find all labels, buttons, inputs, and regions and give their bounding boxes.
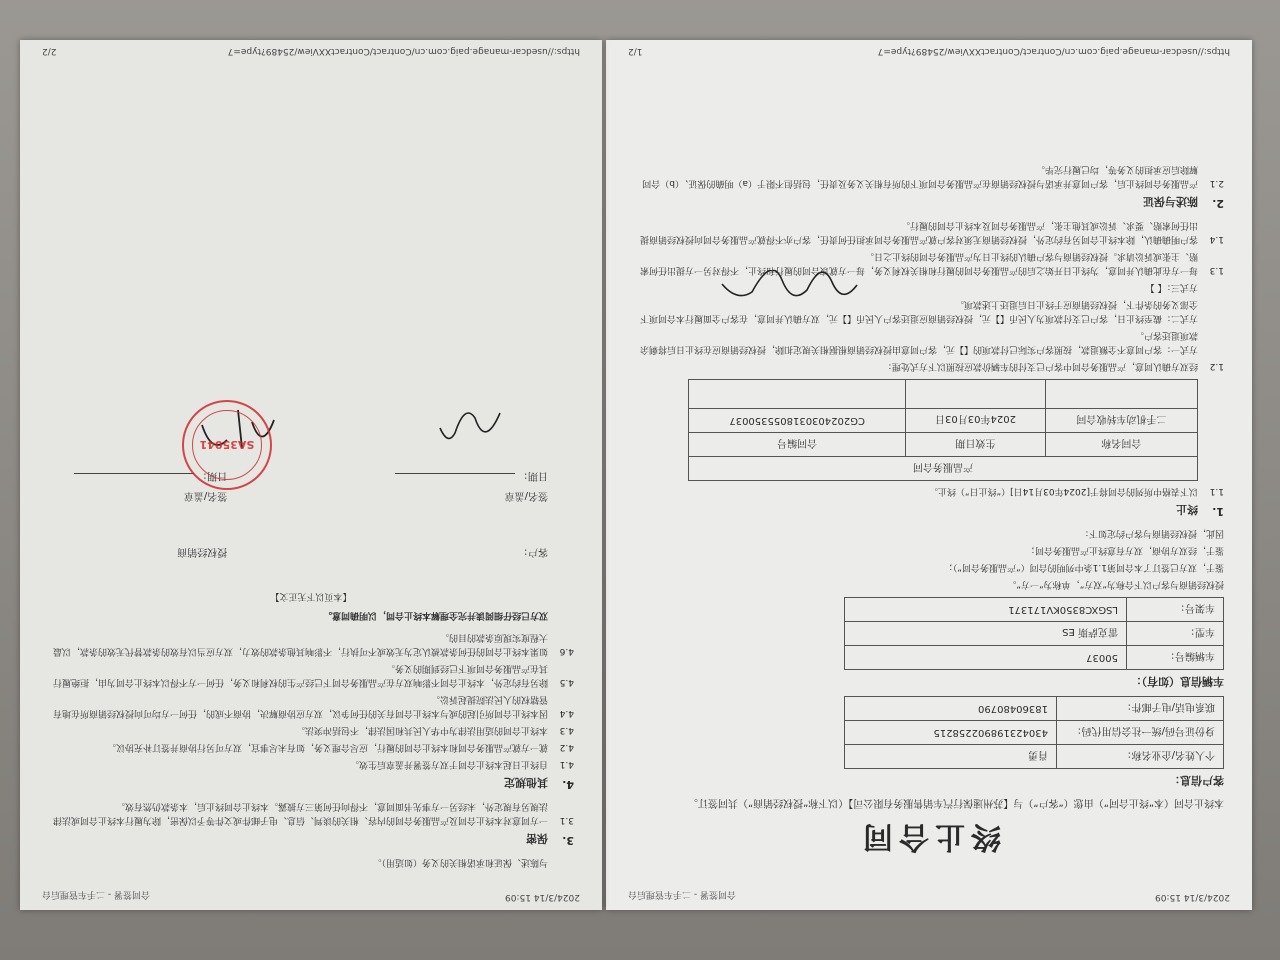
sign-label: 签名/盖章 bbox=[504, 490, 548, 501]
footer-url: https://usedcar-manage.paig.com.cn/Contract/ContractXXView/25489?type=7 bbox=[877, 46, 1230, 56]
footer-url: https://usedcar-manage.paig.com.cn/Contract/ContractXXView/25489?type=7 bbox=[227, 46, 580, 56]
signature-area bbox=[48, 465, 574, 561]
end-note: 【本页以下无正文】 bbox=[270, 591, 352, 601]
contract-table bbox=[688, 379, 1198, 481]
section-heading: 1. 终止 bbox=[1176, 503, 1224, 518]
page-number: 2/2 bbox=[42, 46, 57, 56]
customer-signature-block bbox=[395, 465, 548, 561]
handwritten-signature bbox=[712, 270, 862, 310]
table-cell: 车辆编号： bbox=[1127, 646, 1224, 670]
clause-4-3: 4.3 本终止合同的适用法律为中华人民共和国法律，不包括冲突法。 bbox=[295, 725, 574, 735]
table-cell: 联系电话/电子邮件： bbox=[1057, 697, 1224, 721]
clause-3-1: 3.1 一方同意对本终止合同及产品服务合同的内容、相关的谈判、信息、电子邮件或文件等予以保密，除为履行本终止合同或法律法规另有规定外，未经另一方事先书面同意，不得向任何第三方披露。本终止合同终止后，本条款仍然有效。 bbox=[52, 801, 574, 825]
table-row bbox=[845, 646, 1224, 670]
section-heading: 3. 保密 bbox=[526, 832, 574, 847]
closing-statement: 双方已经仔细阅读并完全理解本终止合同，以明确同意。 bbox=[322, 610, 548, 620]
header-date: 2024/3/14 15:09 bbox=[505, 892, 580, 902]
clause-1-4: 1.4 客户明确确认，除本终止合同另有约定外，授权经销商无须对客户就产品服务合同承担任何责任，客户亦不得就产品服务合同向授权经销商提出任何索赔、要求、诉讼或其他主张，产品服务合同及本终止合同的履行。 bbox=[639, 220, 1224, 244]
clause-4-5: 4.5 除另有约定外，本终止合同不影响双方在产品服务合同下已经产生的权利和义务，任何一方不得以本终止合同为由，拒绝履行其在产品服务合同项下已经到期的义务。 bbox=[52, 663, 574, 687]
lead-text: 与陈述、保证和承诺相关的义务（如适用）。 bbox=[372, 857, 548, 867]
table-cell: LSGXC8350KV171371 bbox=[845, 598, 1127, 622]
clause-1-2-mode-1: 方式一：客户同意不全额退款，按照客户实际已付款项的【】元，客户同意由授权经销商根据相关规定扣除，授权经销商应在终止日后将剩余款项退还客户。 bbox=[639, 330, 1198, 354]
table-cell: 车架号： bbox=[1127, 598, 1224, 622]
table-cell: 18360480790 bbox=[845, 697, 1057, 721]
vehicle-table bbox=[844, 597, 1224, 670]
table-cell: 身份证号码/统一社会信用代码： bbox=[1057, 721, 1224, 745]
table-cell: 肖勇 bbox=[845, 745, 1057, 769]
clause: 鉴于，双方已签订了本合同第1.1条中列明的合同（“产品服务合同”）； bbox=[943, 562, 1224, 572]
header-title: 合同签署 - 二手车管理后台 bbox=[42, 889, 150, 899]
table-cell: 车型： bbox=[1127, 622, 1224, 646]
clause-1-2: 1.2 经双方确认同意，产品服务合同中客户已支付的车辆价款应按照以下方式处理： bbox=[882, 361, 1224, 371]
clause-1-2-mode-3: 方式三：【 】 bbox=[1145, 282, 1198, 292]
clause-1-2-mode-2: 方式二：截至终止日，客户已支付款项为人民币【】元，授权经销商应退还客户人民币【】元，双方确认并同意，在客户全面履行本合同项下全部义务的条件下，授权经销商应于终止日后退还上述款项。 bbox=[639, 299, 1198, 323]
page-header bbox=[42, 889, 580, 902]
customer-table bbox=[844, 696, 1224, 769]
contract-page-1 bbox=[606, 40, 1252, 910]
clause-4-4: 4.4 因本终止合同所引起的或与本终止合同有关的任何争议，双方应协商解决，协商不成的，任何一方均可向授权经销商所在地有管辖权的人民法院提起诉讼。 bbox=[52, 694, 574, 718]
vehicle-section-title: 车辆信息（如有）： bbox=[1130, 675, 1224, 688]
table-row bbox=[845, 745, 1224, 769]
page-header bbox=[628, 889, 1230, 902]
seal-text: SA35041 bbox=[199, 438, 255, 452]
table-row bbox=[845, 721, 1224, 745]
header-date: 2024/3/14 15:09 bbox=[1155, 892, 1230, 902]
company-seal-icon bbox=[182, 400, 272, 490]
sign-label: 签名/盖章 bbox=[183, 490, 228, 501]
clause-1-3: 1.3 每一方在此确认并同意，为终止日开始之后的产品服务合同的履行和相关权利义务，每一方就该合同的履行和终止，不得对另一方提出任何索赔、主张或诉讼请求。授权经销商与客户确认的终止日为产品服务合同的终止之日。 bbox=[639, 251, 1224, 275]
clause: 因此，授权经销商与客户约定如下： bbox=[1079, 528, 1224, 538]
clause-1-1: 1.1 以下表格中所列的合同将于[2024年03月14日]（“终止日”）终止。 bbox=[928, 486, 1224, 496]
clause-4-1: 4.1 自终止日起本终止合同于双方签署并盖章后生效。 bbox=[349, 759, 574, 769]
clause: 授权经销商与客户以下合称为“双方”，单称为“一方”。 bbox=[1007, 579, 1224, 589]
column-header: 生效日期 bbox=[906, 433, 1045, 457]
clause-4-2: 4.2 就一方就产品服务合同和本终止合同的履行，应尽合理义务，如有未尽事宜，双方可另行协商并签订补充协议。 bbox=[106, 742, 574, 752]
page-footer bbox=[628, 46, 1230, 56]
section-heading: 4. 其他规定 bbox=[504, 776, 574, 791]
customer-signature-scribble bbox=[430, 398, 510, 458]
date-label: 日期： bbox=[197, 470, 228, 481]
table-header-row bbox=[689, 433, 1198, 457]
contract-page-2 bbox=[20, 40, 602, 910]
table-cell: 2024年03月03日 bbox=[906, 409, 1045, 433]
clause-4-6: 4.6 如果本终止合同的任何条款被认定为无效或不可执行，不影响其他条款的效力，双方应当以有效的条款替代无效的条款，以最大程度实现原条款的目的。 bbox=[52, 632, 574, 656]
table-cell: 雷克萨斯 ES bbox=[845, 622, 1127, 646]
section-heading: 2. 陈述与保证 bbox=[1143, 195, 1224, 210]
column-header: 合同编号 bbox=[689, 433, 906, 457]
document-title: 终止合同 bbox=[857, 819, 1001, 854]
date-label: 日期： bbox=[518, 470, 548, 481]
party-label: 授权经销商 bbox=[177, 546, 228, 557]
customer-section-title: 客户信息： bbox=[1169, 774, 1224, 787]
table-row bbox=[689, 409, 1198, 433]
table-cell: 50037 bbox=[845, 646, 1127, 670]
table-cell: 个人姓名/企业名称： bbox=[1057, 745, 1224, 769]
table-row bbox=[845, 697, 1224, 721]
clause-2-1: 2.1 产品服务合同终止后，客户同意并承诺与授权经销商在产品服务合同项下的所有相关义务及责任，包括但不限于（a）明确的保证、（b）合同解除后应承担的义务等，均已履行完毕。 bbox=[642, 164, 1224, 188]
page-footer bbox=[42, 46, 580, 56]
intro-text: 本终止合同（本“终止合同”）由您（“客户”）与【苏州速保行汽车销售服务有限公司】（以下称“授权经销商”）共同签订。 bbox=[687, 797, 1224, 808]
page-number: 1/2 bbox=[628, 46, 643, 56]
table-row bbox=[845, 598, 1224, 622]
clause: 鉴于，经双方协商，双方有意终止产品服务合同； bbox=[1025, 545, 1224, 555]
party-label: 客户： bbox=[518, 546, 548, 557]
table-cell: CG2024030318055350037 bbox=[689, 409, 906, 433]
column-header: 合同名称 bbox=[1045, 433, 1197, 457]
table-title: 产品服务合同 bbox=[689, 457, 1198, 481]
table-cell: 二手机动车转收合同 bbox=[1045, 409, 1197, 433]
header-title: 合同签署 - 二手车管理后台 bbox=[628, 889, 736, 899]
table-cell: 430423198902258215 bbox=[845, 721, 1057, 745]
table-row bbox=[845, 622, 1224, 646]
